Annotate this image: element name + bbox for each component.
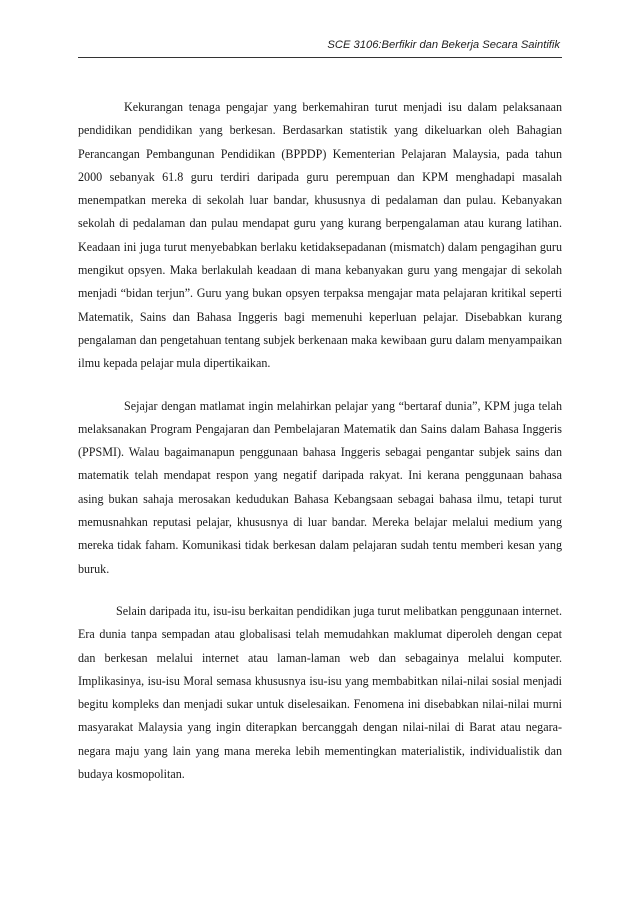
body-text — [78, 96, 562, 805]
paragraph-2: Sejajar dengan matlamat ingin melahirkan pelajar yang “bertaraf dunia”, KPM juga telah melaksanakan Program Pengajaran dan Pembelajaran Matematik dan Sains dalam Bahasa Inggeris (PPSMI). Walau bagaimanapun penggunaan bahasa Inggeris sebagai pengantar subjek sains dan matematik telah mendapat respon yang negatif daripada rakyat. Ini kerana penggunaan bahasa asing bukan sahaja merosakan kedudukan Bahasa Kebangsaan sebagai bahasa ilmu, tetapi turut memusnahkan reputasi pelajar, khususnya di luar bandar. Mereka belajar melalui medium yang mereka tidak faham. Komunikasi tidak berkesan dalam pelajaran sudah tentu memberi kesan yang buruk. — [78, 398, 562, 576]
paragraph-1: Kekurangan tenaga pengajar yang berkemahiran turut menjadi isu dalam pelaksanaan pendidikan pendidikan yang berkesan. Berdasarkan statistik yang dikeluarkan oleh Bahagian Perancangan Pembangunan Pendidikan (BPPDP) Kementerian Pelajaran Malaysia, pada tahun 2000 sebanyak 61.8 guru terdiri daripada guru perempuan dan KPM menghadapi masalah menempatkan mereka di sekolah luar bandar, khususnya di pedalaman dan pulau. Kebanyakan sekolah di pedalaman dan pulau mendapat guru yang kurang berpengalaman atau kurang latihan. Keadaan ini juga turut menyebabkan berlaku ketidaksepadanan (mismatch) dalam pengagihan guru mengikut opsyen. Maka berlakulah keadaan di mana kebanyakan guru yang mengajar di sekolah menjadi “bidan terjun”. Guru yang bukan opsyen terpaksa mengajar mata pelajaran kritikal seperti Matematik, Sains dan Bahasa Inggeris bagi memenuhi keperluan pelajar. Disebabkan kurang pengalaman dan pengetahuan tentang subjek berkenaan maka kewibaan guru dalam menyampaikan ilmu kepada pelajar mula dipertikaikan. — [78, 100, 562, 371]
running-header: SCE 3106:Berfikir dan Bekerja Secara Saintifik — [327, 39, 560, 51]
header-rule — [78, 57, 562, 58]
paragraph-3: Selain daripada itu, isu-isu berkaitan pendidikan juga turut melibatkan penggunaan internet. Era dunia tanpa sempadan atau globalisasi telah memudahkan maklumat diperoleh dengan cepat dan berkesan melalui internet atau laman-laman web dan sebagainya melalui komputer. Implikasinya, isu-isu Moral semasa khususnya isu-isu yang membabitkan nilai-nilai sosial menjadi begitu kompleks dan menjadi sukar untuk diselesaikan. Fenomena ini disebabkan nilai-nilai murni masyarakat Malaysia yang ingin diterapkan bercanggah dengan nilai-nilai di Barat atau negara-negara maju yang lain yang mana mereka lebih mementingkan materialistik, individualistik dan budaya kosmopolitan. — [78, 603, 562, 782]
